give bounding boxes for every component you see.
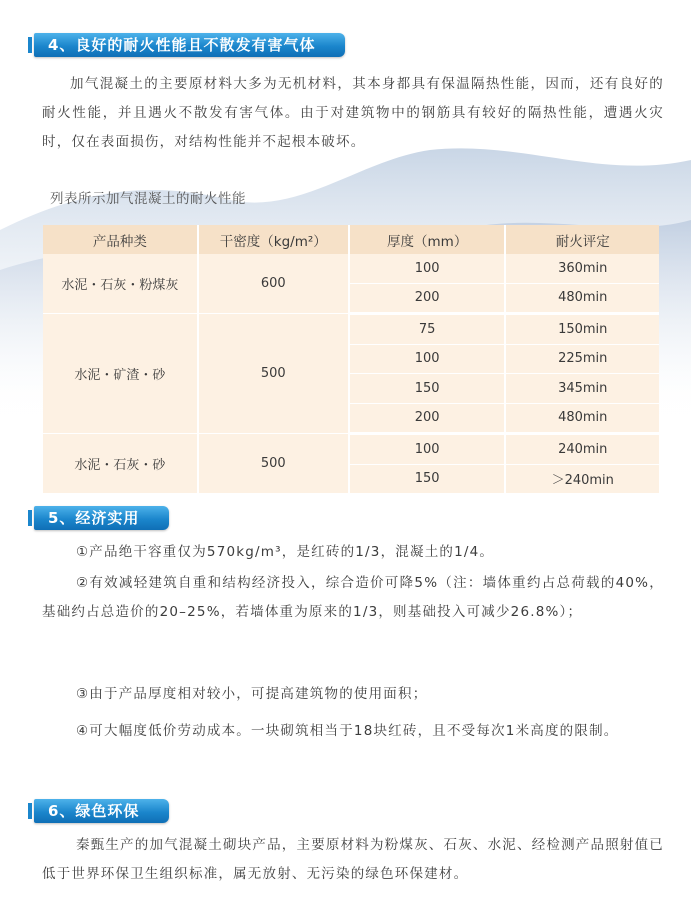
header-fire-rating: 耐火评定: [505, 225, 659, 254]
cell-thickness: 150: [349, 464, 506, 494]
section5-item-4: ④可大幅度低价劳动成本。一块砌筑相当于18块红砖，且不受每次1米高度的限制。: [76, 723, 619, 739]
cell-thickness: 150: [349, 374, 506, 404]
section6-title: 6、绿色环保: [34, 799, 169, 823]
section4-paragraph: 加气混凝土的主要原材料大多为无机材料，其本身都具有保温隔热性能，因而，还有良好的耐火性能，并且遇火不散发有害气体。由于对建筑物中的钢筋具有较好的隔热性能，遭遇火灾时，仅在表面损伤，对结构性能并不起根本破坏。: [42, 76, 664, 150]
cell-rating: 480min: [505, 283, 659, 314]
cell-rating: 360min: [505, 254, 659, 283]
cell-rating: 150min: [505, 314, 659, 345]
cell-rating: ＞240min: [505, 464, 659, 494]
cell-rating: 240min: [505, 434, 659, 465]
section5-item-3: ③由于产品厚度相对较小，可提高建筑物的使用面积；: [76, 686, 428, 702]
cell-product-type: 水泥・矿渣・砂: [43, 314, 198, 434]
cell-product-type: 水泥・石灰・粉煤灰: [43, 254, 198, 314]
cell-density: 600: [198, 254, 349, 314]
cell-density: 500: [198, 434, 349, 494]
cell-thickness: 200: [349, 403, 506, 434]
header-dry-density: 干密度（kg/m²）: [198, 225, 349, 254]
section5-item-1: ①产品绝干容重仅为570kg/m³，是红砖的1/3，混凝土的1/4。: [76, 544, 495, 560]
section6-paragraph: 秦甄生产的加气混凝土砌块产品，主要原材料为粉煤灰、石灰、水泥、经检测产品照射值已低于世界环保卫生组织标准，属无放射、无污染的绿色环保建材。: [42, 837, 664, 882]
cell-thickness: 100: [349, 434, 506, 465]
section4-title: 4、良好的耐火性能且不散发有害气体: [34, 33, 345, 57]
header-product-type: 产品种类: [43, 225, 198, 254]
table-row: [43, 434, 659, 465]
cell-thickness: 200: [349, 283, 506, 314]
table-header-row: [43, 225, 659, 254]
table-row: [43, 314, 659, 345]
section5-item-2: ②有效减轻建筑自重和结构经济投入，综合造价可降5%（注：墙体重约占总荷载的40%，基础约占总造价的20–25%，若墙体重为原来的1/3，则基础投入可减少26.8%）；: [42, 575, 664, 620]
table-caption: 列表所示加气混凝土的耐火性能: [50, 191, 246, 207]
cell-rating: 345min: [505, 374, 659, 404]
cell-density: 500: [198, 314, 349, 434]
table-row: [43, 254, 659, 283]
cell-thickness: 100: [349, 344, 506, 374]
section5-title: 5、经济实用: [34, 506, 169, 530]
cell-thickness: 75: [349, 314, 506, 345]
cell-thickness: 100: [349, 254, 506, 283]
cell-rating: 225min: [505, 344, 659, 374]
cell-rating: 480min: [505, 403, 659, 434]
header-thickness: 厚度（mm）: [349, 225, 506, 254]
cell-product-type: 水泥・石灰・砂: [43, 434, 198, 494]
fire-resistance-table: [43, 225, 659, 494]
